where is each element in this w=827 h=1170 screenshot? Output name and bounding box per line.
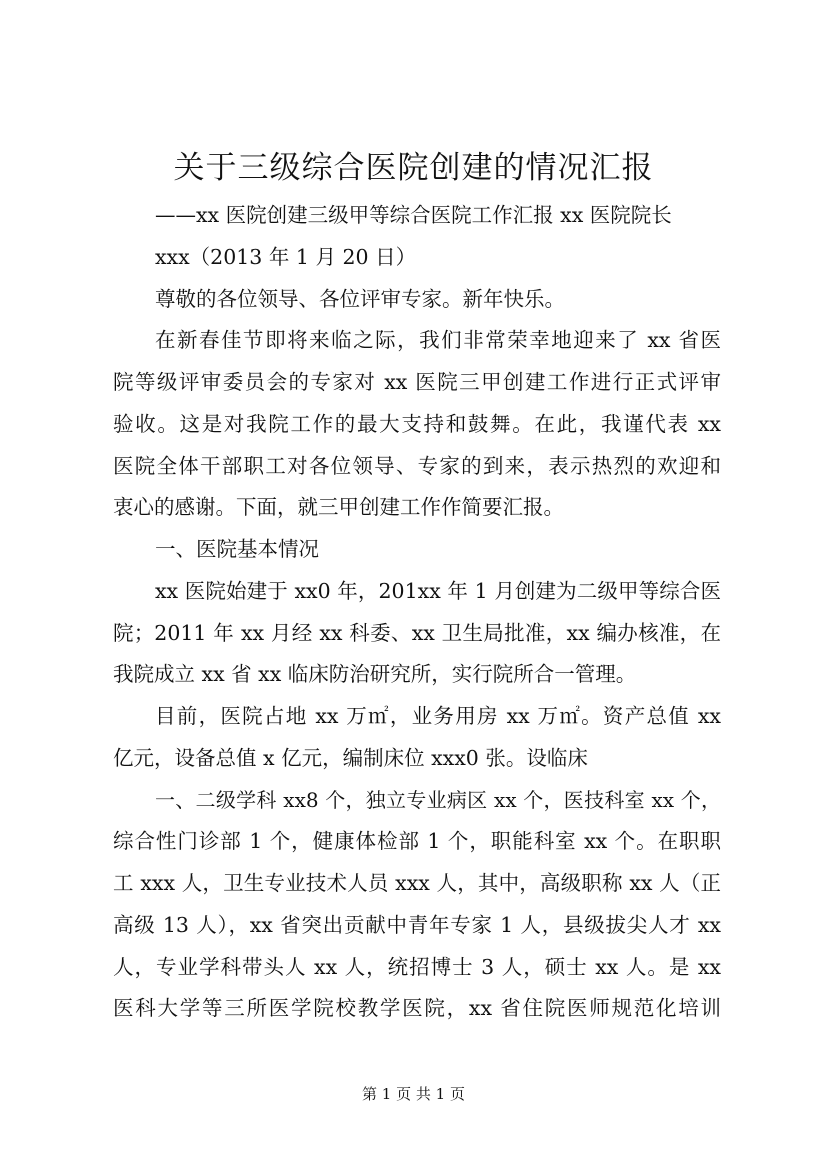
paragraph-line: 综合性门诊部 1 个，健康体检部 1 个，职能科室 xx 个。在职职 bbox=[113, 829, 721, 853]
document-title: 关于三级综合医院创建的情况汇报 bbox=[173, 150, 654, 186]
paragraph-line: 高级 13 人），xx 省突出贡献中青年专家 1 人，县级拔尖人才 xx bbox=[113, 913, 721, 937]
section-heading: 一、医院基本情况 bbox=[155, 537, 319, 561]
paragraph-line: 在新春佳节即将来临之际，我们非常荣幸地迎来了 xx 省医 bbox=[155, 328, 721, 352]
paragraph-line: 目前，医院占地 xx 万㎡，业务用房 xx 万㎡。资产总值 xx bbox=[155, 704, 721, 728]
paragraph-line: 工 xxx 人，卫生专业技术人员 xxx 人，其中，高级职称 xx 人（正 bbox=[113, 871, 721, 895]
subtitle-date-line: xxx（2013 年 1 月 20 日） bbox=[155, 245, 417, 269]
greeting-line: 尊敬的各位领导、各位评审专家。新年快乐。 bbox=[155, 287, 565, 311]
paragraph-line: 我院成立 xx 省 xx 临床防治研究所，实行院所合一管理。 bbox=[113, 662, 637, 686]
paragraph-line: 医科大学等三所医学院校教学医院，xx 省住院医师规范化培训 bbox=[113, 996, 721, 1020]
page-number-footer: 第 1 页 共 1 页 bbox=[362, 1085, 465, 1103]
paragraph-line: 亿元，设备总值 x 亿元，编制床位 xxx0 张。设临床 bbox=[113, 746, 588, 770]
paragraph-line: 医院全体干部职工对各位领导、专家的到来，表示热烈的欢迎和 bbox=[113, 454, 721, 478]
paragraph-line: 院等级评审委员会的专家对 xx 医院三甲创建工作进行正式评审 bbox=[113, 370, 721, 394]
paragraph-line: 院；2011 年 xx 月经 xx 科委、xx 卫生局批准，xx 编办核准，在 bbox=[113, 621, 721, 645]
paragraph-line: 人，专业学科带头人 xx 人，统招博士 3 人，硕士 xx 人。是 xx bbox=[113, 955, 721, 979]
subtitle-line: ——xx 医院创建三级甲等综合医院工作汇报 xx 医院院长 bbox=[155, 203, 672, 227]
paragraph-line: xx 医院始建于 xx0 年，201xx 年 1 月创建为二级甲等综合医 bbox=[155, 579, 721, 603]
paragraph-line: 一、二级学科 xx8 个，独立专业病区 xx 个，医技科室 xx 个， bbox=[155, 788, 721, 812]
paragraph-line: 衷心的感谢。下面，就三甲创建工作作简要汇报。 bbox=[113, 495, 564, 519]
paragraph-line: 验收。这是对我院工作的最大支持和鼓舞。在此，我谨代表 xx bbox=[113, 412, 721, 436]
